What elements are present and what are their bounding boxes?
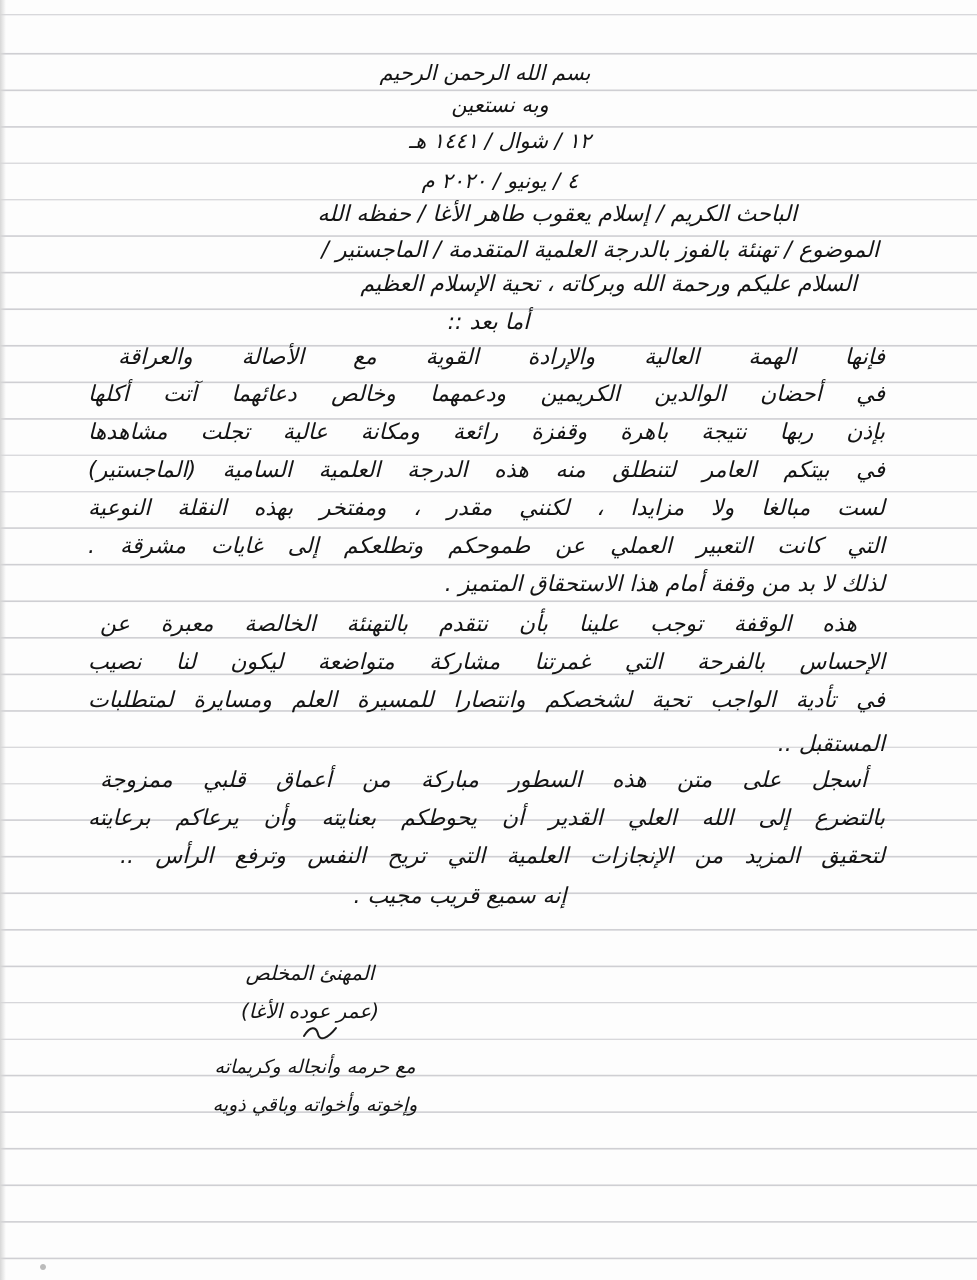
body-line: هذه الوقفة توجب علينا بأن نتقدم بالتهنئة الخالصة معبرة عن [100, 612, 857, 637]
hijri-date: ١٢ / شوال / ١٤٤١ هـ [409, 129, 591, 153]
signature-line-1: مع حرمه وأنجاله وكريماته [214, 1056, 416, 1078]
body-line: لذلك لا بد من وقفة أمام هذا الاستحقاق المتميز . [444, 572, 885, 597]
body-line: في تأدية الواجب تحية لشخصكم وانتصارا للمسيرة العلم ومسايرة لمتطلبات [88, 688, 885, 713]
body-line: أسجل على متن هذه السطور مباركة من أعماق قلبي ممزوجة [100, 768, 867, 793]
body-line: التي كانت التعبير العملي عن طموحكم وتطلعكم إلى غايات مشرقة . [88, 534, 885, 559]
opening: أما بعد :: [447, 310, 530, 335]
body-line: في أحضان الوالدين الكريمين ودعمهما وخالص دعائهما آتت أكلها [88, 382, 885, 407]
signature-scribble [300, 1022, 340, 1042]
body-line: في بيتكم العامر لتنطلق منه هذه الدرجة العلمية السامية (الماجستير) [88, 458, 885, 483]
subject: الموضوع / تهنئة بالفوز بالدرجة العلمية المتقدمة / الماجستير / [321, 238, 879, 263]
body-line: لتحقيق المزيد من الإنجازات العلمية التي تريح النفس وترفع الرأس .. [120, 844, 885, 869]
basmala: بسم الله الرحمن الرحيم [379, 61, 591, 85]
body-line: إنه سميع قريب مجيب . [353, 884, 567, 909]
gregorian-date: ٤ / يونيو / ٢٠٢٠ م [421, 169, 579, 193]
signature-line-2: وإخوته وأخواته وباقي ذويه [212, 1094, 418, 1116]
body-line: المستقبل .. [777, 732, 885, 757]
addressee: الباحث الكريم / إسلام يعقوب طاهر الأغا / حفظه الله [317, 202, 797, 227]
signature-name: (عمر عوده الأغا) [240, 999, 380, 1023]
paper-speck [40, 1264, 46, 1270]
body-line: فإنها الهمة العالية والإرادة القوية مع الأصالة والعراقة [118, 345, 885, 370]
signature-title: المهنئ المخلص [245, 961, 375, 985]
body-line: لست مبالغا ولا مزايدا ، لكنني مقدر ، ومفتخر بهذه النقلة النوعية [88, 496, 885, 521]
invocation: وبه نستعين [451, 93, 549, 117]
greeting: السلام عليكم ورحمة الله وبركاته ، تحية الإسلام العظيم [360, 272, 857, 297]
body-line: بإذن ربها نتيجة باهرة وقفزة رائعة ومكانة عالية تجلت مشاهدها [88, 420, 885, 445]
body-line: الإحساس بالفرحة التي غمرتنا مشاركة متواضعة ليكون لنا نصيب [88, 650, 885, 675]
body-line: بالتضرع إلى الله العلي القدير أن يحوطكم بعنايته وأن يرعاكم برعايته [88, 806, 885, 831]
